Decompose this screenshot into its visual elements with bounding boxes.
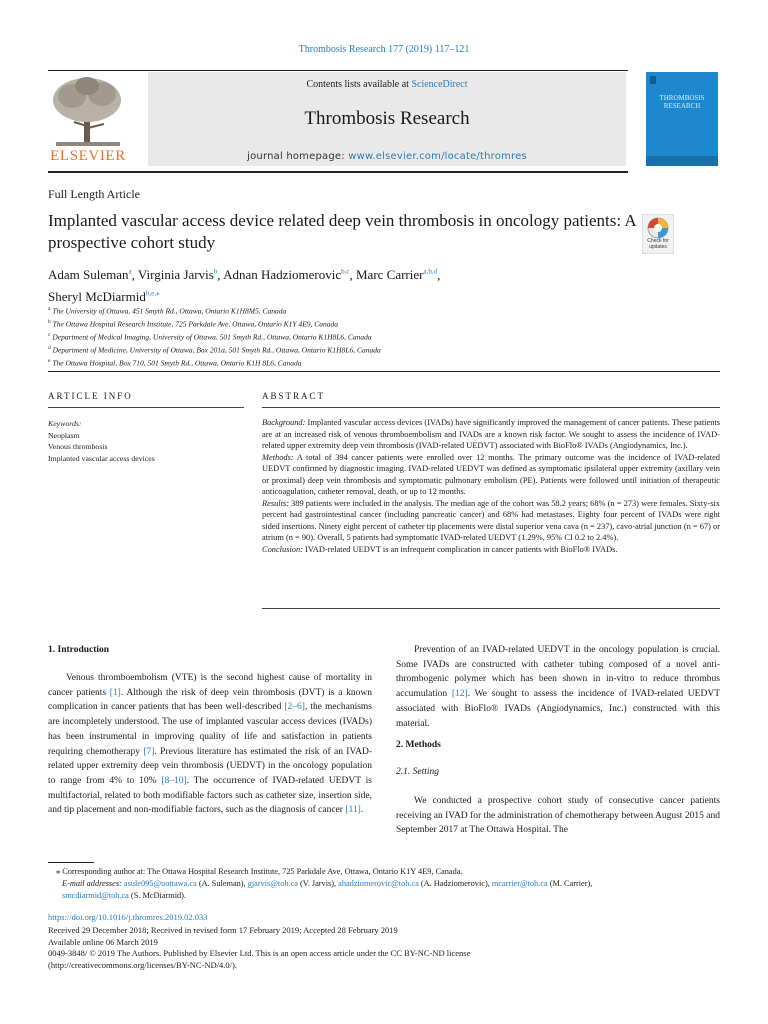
affiliation: $^b$ The Ottawa Hospital Research Institute, 725 Parkdale Ave, Ottawa, Ontario K1Y 4E9, Canada <box>48 319 339 329</box>
sciencedirect-link[interactable]: ScienceDirect <box>411 79 468 90</box>
email-link[interactable]: mcarrier@toh.ca <box>491 879 548 888</box>
affiliation: $^d$ Department of Medicine, University of Ottawa, Box 201a, 501 Smyth Rd., Ottawa, Ontario K1H8L6, Canada <box>48 345 381 355</box>
author[interactable]: Virginia Jarvis$^b$ <box>137 267 218 283</box>
paper-title: Implanted vascular access device related deep vein thrombosis in oncology patients: A prospective cohort study <box>48 211 636 252</box>
email-link[interactable]: ahadziomerovic@toh.ca <box>338 879 419 888</box>
keyword: Venous thrombosis <box>48 442 108 451</box>
cover-graphic <box>646 72 718 166</box>
author[interactable]: Marc Carrier$^{a,b,d}$ <box>355 267 438 283</box>
reference-link[interactable]: [11] <box>345 805 361 816</box>
homepage-prefix: journal homepage: <box>247 151 349 162</box>
contents-prefix: Contents lists available at <box>306 79 412 90</box>
journal-cover-image <box>646 72 718 166</box>
email-addresses: E-mail addresses: asule095@uottawa.ca (A. Suleman), gjarvis@toh.ca (V. Jarvis), ahadziomerovic@toh.ca (A. Hadziomerovic), mcarrier@toh.ca (M. Carrier), smcdiarmid@toh.ca (S. McDiarmid). <box>62 879 593 900</box>
journal-homepage-line <box>148 151 626 162</box>
footnote-rule <box>48 862 94 863</box>
abstract-methods: Methods: A total of 394 cancer patients were enrolled over 12 months. The primary outcome was the incidence of IVAD-related UEDVT confirmed by diagnostic imaging. IVAD-related UEDVT was defined as symptomatic ipsilateral upper extremity (axillary vein or proximal) deep vein thrombosis and symptomatic pulmonary embolism (PE). Patients were followed until initiation of therapeutic anticoagulation, catheter removal, death, or up to 12 months. <box>262 452 720 497</box>
reference-link[interactable]: [1] <box>109 687 121 698</box>
email-link[interactable]: smcdiarmid@toh.ca <box>62 891 129 900</box>
abstract-results: Results: 389 patients were included in the analysis. The median age of the cohort was 58.2 years; 68% (n = 273) were females. Sixty-six percent had gastrointestinal cancer (including pancreatic cancer) and 68% had metastases. Eighty four percent of IVADs were right sided insertions. Ninety eight percent of catheter tip placements were distal superior vena cava (n = 237), cavo-atrial junction (n = 67) or atrium (n = 90). Overall, 5 patients had symptomatic IVAD-related UEDVT (1.29%, 95% CI 0.2 to 2.4%). <box>262 498 720 543</box>
author[interactable]: Adam Suleman$^a$ <box>48 267 132 283</box>
license-statement: 0049-3848/ © 2019 The Authors. Published by Elsevier Ltd. This is an open access article under the CC BY-NC-ND license <box>48 948 471 959</box>
introduction-paragraph-2: Prevention of an IVAD-related UEDVT in the oncology population is crucial. Some IVADs are constructed with catheter tubing composed of a novel anti-thrombogenic polymer which has been shown in in-vitro to reduce thrombus accumulation [12]. We sought to assess the incidence of IVAD-related UEDVT associated with BioFlo® IVADs (Angiodynamics, Inc.) constructed with this material. <box>396 645 720 729</box>
header-rule-bottom <box>48 171 628 173</box>
footnote-block <box>48 866 720 902</box>
crossmark-label: Check for updates <box>647 238 669 250</box>
available-online: Available online 06 March 2019 <box>48 936 158 947</box>
article-info-rule <box>48 407 244 408</box>
keywords-block <box>48 418 248 464</box>
affiliation: $^a$ The University of Ottawa, 451 Smyth Rd., Ottawa, Ontario K1H8M5, Canada <box>48 306 287 316</box>
author-list: Adam Suleman$^a$, Virginia Jarvis$^b$, Adnan Hadziomerovic$^{b,c}$, Marc Carrier$^{a,b,d}$, Sheryl McDiarmid$^{b,e,⁎}$ <box>48 267 441 304</box>
license-url: (http://creativecommons.org/licenses/BY-NC-ND/4.0/). <box>48 959 237 970</box>
journal-title: Thrombosis Research <box>304 108 470 129</box>
abstract-rule-bottom <box>262 608 720 609</box>
article-info-heading: ARTICLE INFO <box>48 391 133 401</box>
homepage-link[interactable]: www.elsevier.com/locate/thromres <box>348 151 527 162</box>
author[interactable]: Sheryl McDiarmid$^{b,e,⁎}$ <box>48 288 160 304</box>
abstract-rule <box>262 407 720 408</box>
reference-link[interactable]: [7] <box>143 746 155 757</box>
elsevier-tree-logo <box>48 74 128 150</box>
author[interactable]: Adnan Hadziomerovic$^{b,c}$ <box>223 267 350 283</box>
corresponding-author-note: ⁎ Corresponding author at: The Ottawa Hospital Research Institute, 725 Parkdale Ave, Ottawa, Ontario K1Y 4E9, Canada. <box>56 867 463 876</box>
doi-link[interactable]: https://doi.org/10.1016/j.thromres.2019.02.033 <box>48 912 208 922</box>
abstract-conclusion: Conclusion: IVAD-related UEDVT is an infrequent complication in cancer patients with BioFlo® IVADs. <box>262 545 618 555</box>
email-link[interactable]: asule095@uottawa.ca <box>123 879 197 888</box>
section-divider <box>48 371 720 372</box>
affiliation-list <box>48 304 688 369</box>
affiliation: $^e$ The Ottawa Hospital, Box 710, 501 Smyth Rd., Ottawa, Ontario K1H 8L6, Canada <box>48 358 302 368</box>
keyword: Implanted vascular access devices <box>48 453 155 463</box>
journal-citation[interactable]: Thrombosis Research 177 (2019) 117–121 <box>298 44 470 55</box>
abstract-heading: ABSTRACT <box>262 391 326 401</box>
article-type: Full Length Article <box>48 187 140 201</box>
reference-link[interactable]: [2–6] <box>284 702 305 713</box>
abstract-background: Background: Implanted vascular access devices (IVADs) have significantly improved the management of cancer patients. These patients are at an increased risk of venous thromboembolism and IVADs are a known risk factor. We sought to assess the incidence of IVAD-related upper extremity deep vein thrombosis (IVAD-related UEDVT) associated with BioFlo® IVADs (Angiodynamics, Inc.). <box>262 418 720 451</box>
keyword: Neoplasm <box>48 430 80 440</box>
affiliation: $^c$ Department of Medical Imaging, University of Ottawa, 501 Smyth Rd., Ottawa, Ontario K1H8L6, Canada <box>48 332 372 342</box>
header-rule-top <box>48 70 628 71</box>
introduction-heading: 1. Introduction <box>48 645 110 655</box>
abstract-text <box>262 417 720 556</box>
methods-heading: 2. Methods <box>396 740 441 750</box>
keywords-label: Keywords: <box>48 419 82 428</box>
elsevier-wordmark: ELSEVIER <box>50 148 126 164</box>
introduction-paragraph: Venous thromboembolism (VTE) is the second highest cause of mortality in cancer patients [1]. Although the risk of deep vein thrombosis (DVT) is a known complication in cancer patients that has been well-described [2–6], the mechanisms are incompletely understood. The use of implanted vascular access devices (IVADs) has been instrumental in improving quality of life and satisfaction in patients requiring chemotherapy [7]. Previous literature has estimated the risk of an IVAD-related upper extremity deep vein thrombosis (UEDVT) in the oncology population to range from 4% to 10% [8–10]. The occurrence of IVAD-related UEDVT is multifactorial, related to both modifiable factors such as catheter size, insertion side, and tip placement and non-modifiable factors, such as the diagnosis of cancer [11]. <box>48 673 372 816</box>
contents-line <box>148 79 626 90</box>
article-history <box>48 925 720 971</box>
setting-subheading: 2.1. Setting <box>396 767 440 777</box>
email-link[interactable]: gjarvis@toh.ca <box>247 879 298 888</box>
crossmark-badge[interactable] <box>642 214 674 254</box>
cover-title: THROMBOSIS RESEARCH <box>659 94 705 110</box>
received-dates: Received 29 December 2018; Received in revised form 17 February 2019; Accepted 28 February 2019 <box>48 925 398 935</box>
reference-link[interactable]: [12] <box>451 689 468 700</box>
reference-link[interactable]: [8–10] <box>161 775 187 786</box>
setting-paragraph: We conducted a prospective cohort study of consecutive cancer patients receiving an IVAD for the administration of chemotherapy between August 2015 and September 2017 at The Ottawa Hospital. The <box>396 796 720 836</box>
